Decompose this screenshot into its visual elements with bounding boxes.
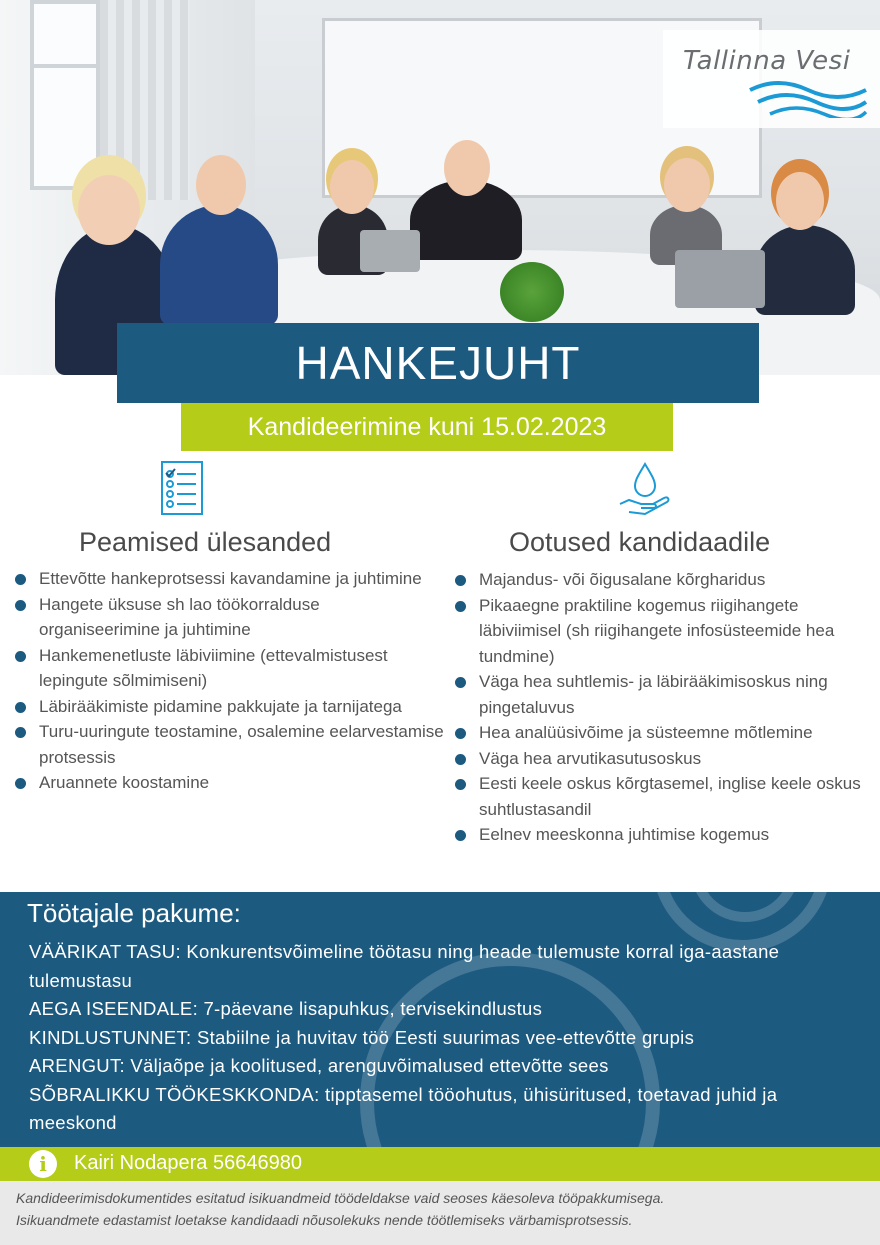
list-item: Läbirääkimiste pidamine pakkujate ja tarnijatega [14, 694, 444, 720]
list-item: Hangete üksuse sh lao töökorralduse organiseerimine ja juhtimine [14, 592, 444, 643]
checklist-icon [160, 460, 204, 516]
list-item: Turu-uuringute teostamine, osalemine eelarvestamise protsessis [14, 719, 444, 770]
job-title: HANKEJUHT [117, 323, 759, 403]
list-item: Hea analüüsivõime ja süsteemne mõtlemine [454, 720, 874, 746]
list-item: Majandus- või õigusalane kõrgharidus [454, 567, 874, 593]
benefits-heading: Töötajale pakume: [27, 898, 241, 928]
list-item: Väga hea suhtlemis- ja läbirääkimisoskus ning pingetaluvus [454, 669, 874, 720]
logo-text: Tallinna Vesi [683, 46, 851, 76]
list-item: Ettevõtte hankeprotsessi kavandamine ja juhtimine [14, 566, 444, 592]
list-item: Väga hea arvutikasutusoskus [454, 746, 874, 772]
team-photo [0, 0, 880, 375]
list-item: VÄÄRIKAT TASU: Konkurentsvõimeline töötasu ning heade tulemuste korral iga-aastane tulemustasu [29, 941, 780, 991]
list-item: Aruannete koostamine [14, 770, 444, 796]
tasks-heading: Peamised ülesanded [79, 527, 332, 557]
privacy-notice [0, 1181, 880, 1245]
list-item: Pikaaegne praktiline kogemus riigihangete läbiviimisel (sh riigihangete infosüsteemide hea tundmine) [454, 593, 874, 670]
list-item: AEGA ISEENDALE: 7-päevane lisapuhkus, tervisekindlustus [29, 998, 543, 1019]
list-item: SÕBRALIKKU TÖÖKESKKONDA: tipptasemel tööohutus, ühisüritused, toetavad juhid ja meeskond [29, 1083, 778, 1133]
contact-person: Kairi Nodapera 56646980 [74, 1152, 302, 1174]
list-item: Hankemenetluste läbiviimine (ettevalmistusest lepingute sõlmimiseni) [14, 643, 444, 694]
hand-water-drop-icon [617, 460, 673, 516]
benefits-list [29, 938, 859, 1138]
list-item: ARENGUT: Väljaõpe ja koolitused, arenguvõimalused ettevõtte sees [29, 1055, 609, 1076]
application-deadline: Kandideerimine kuni 15.02.2023 [181, 403, 673, 451]
contact-bar [0, 1147, 880, 1181]
expectations-heading: Ootused kandidaadile [509, 527, 771, 557]
list-item: Eesti keele oskus kõrgtasemel, inglise keele oskus suhtlustasandil [454, 771, 874, 822]
info-icon: i [29, 1150, 57, 1178]
wave-logo-icon [748, 78, 868, 118]
list-item: KINDLUSTUNNET: Stabiilne ja huvitav töö Eesti suurimas vee-ettevõtte grupis [29, 1026, 695, 1048]
benefits-section [0, 892, 880, 1147]
tasks-list [14, 566, 444, 796]
privacy-line-1: Kandideerimisdokumentides esitatud isikuandmeid töödeldakse vaid seoses käesoleva tööpakkumisega. [16, 1190, 665, 1206]
privacy-line-2: Isikuandmete edastamist loetakse kandidaadi nõusolekuks nende töötlemiseks värbamisprotsessis. [16, 1212, 633, 1228]
list-item: Eelnev meeskonna juhtimise kogemus [454, 822, 874, 848]
company-logo [663, 30, 880, 128]
expectations-list [454, 567, 874, 848]
